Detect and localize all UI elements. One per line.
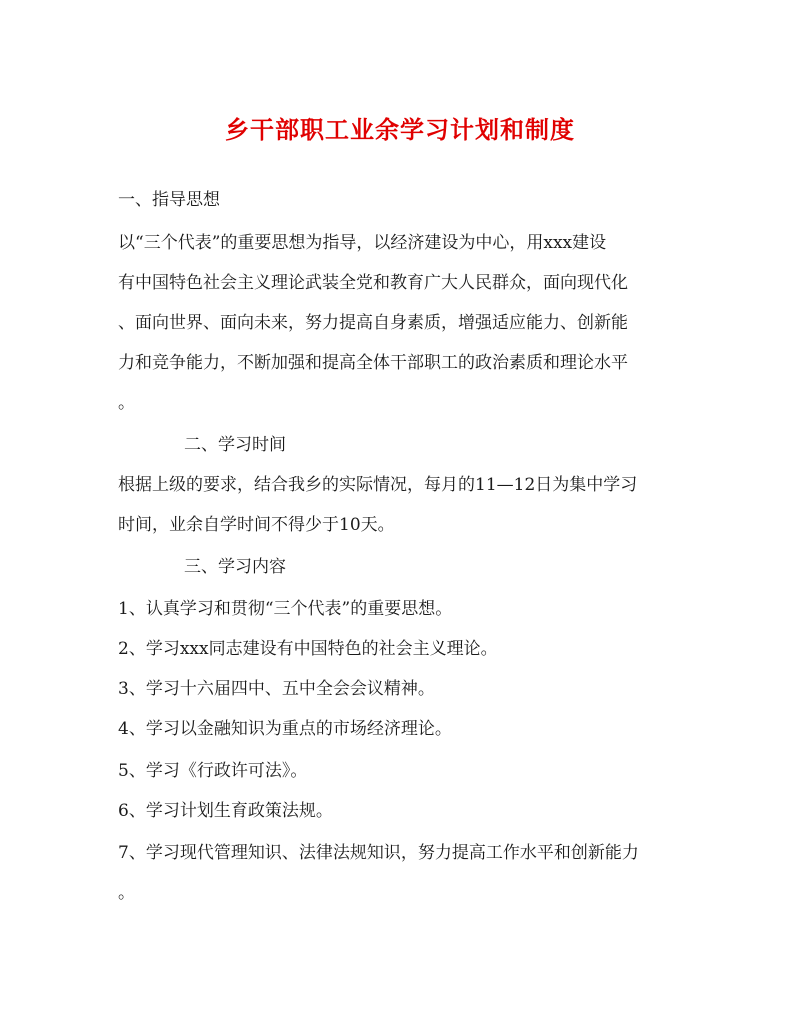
document-title: 乡干部职工业余学习计划和制度 [225, 115, 575, 144]
section-heading-study-time: 二、学习时间 [184, 435, 286, 455]
list-item: 7、学习现代管理知识、法律法规知识，努力提高工作水平和创新能力 [118, 843, 639, 863]
list-item: 5、学习《行政许可法》。 [118, 761, 308, 781]
paragraph-line: 根据上级的要求，结合我乡的实际情况，每月的11—12日为集中学习 [118, 475, 638, 495]
list-item: 3、学习十六届四中、五中全会会议精神。 [118, 679, 435, 699]
list-item: 2、学习xxx同志建设有中国特色的社会主义理论。 [118, 639, 498, 659]
section-heading-guiding-ideology: 一、指导思想 [118, 190, 220, 210]
paragraph-line: 以“三个代表”的重要思想为指导，以经济建设为中心，用xxx建设 [118, 233, 607, 253]
list-item: 。 [118, 883, 135, 903]
paragraph-line: 。 [118, 393, 135, 413]
paragraph-line: 力和竞争能力，不断加强和提高全体干部职工的政治素质和理论水平 [118, 353, 628, 373]
paragraph-line: 时间，业余自学时间不得少于10天。 [118, 515, 395, 535]
list-item: 6、学习计划生育政策法规。 [118, 801, 333, 821]
list-item: 4、学习以金融知识为重点的市场经济理论。 [118, 719, 452, 739]
paragraph-line: 、面向世界、面向未来，努力提高自身素质，增强适应能力、创新能 [118, 313, 628, 333]
list-item: 1、认真学习和贯彻“三个代表”的重要思想。 [118, 599, 453, 619]
section-heading-study-content: 三、学习内容 [184, 557, 286, 577]
paragraph-line: 有中国特色社会主义理论武装全党和教育广大人民群众，面向现代化 [118, 273, 628, 293]
